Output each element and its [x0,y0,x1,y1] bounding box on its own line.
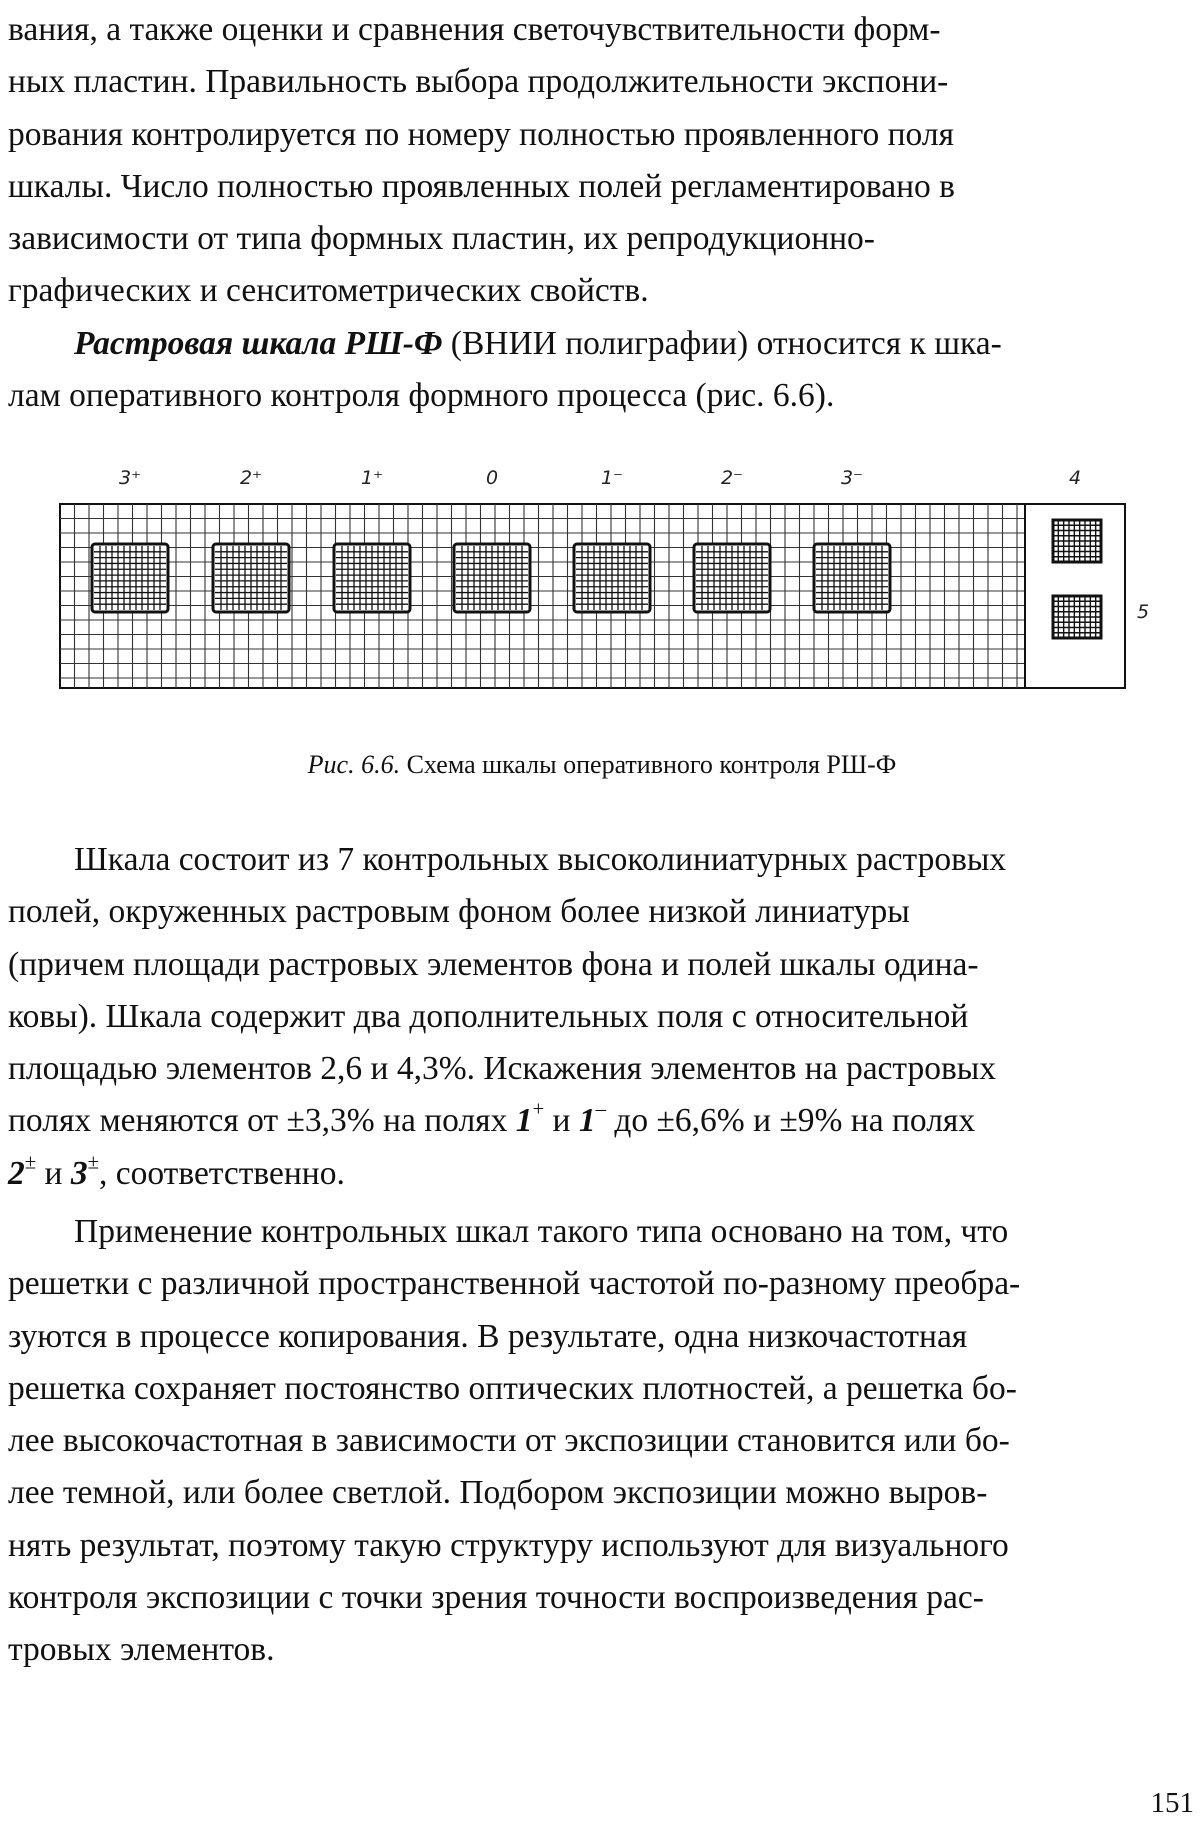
text-line: площадью элементов 2,6 и 4,3%. Искажения элементов на растровых [8,1050,997,1088]
paragraph-rsh [8,318,1198,423]
text-line: зависимости от типа формных пластин, их репродукционно- [8,220,875,258]
field-label: 3⁻ [840,467,864,489]
field-label: 1⁻ [600,467,624,489]
field-ref: 1 [515,1102,533,1140]
paragraph-scale [8,834,1198,1200]
text-line: тровых элементов. [8,1631,275,1669]
text-line: вания, а также оценки и сравнения светочувствительности форм- [8,11,941,48]
text-line [8,318,1198,370]
text-line: лам оперативного контроля формного процесса (рис. 6.6). [8,377,835,415]
field-sign: ± [24,1150,37,1174]
field-label: 1⁺ [360,467,384,489]
text-line: решетка сохраняет постоянство оптических плотностей, а решетка бо- [8,1369,1017,1407]
field-label: 4 [1068,467,1082,489]
page-number: 151 [1150,1787,1194,1819]
field-sign: – [595,1097,606,1121]
caption-prefix: Рис. 6.6. [307,750,401,779]
field-label: 2⁺ [239,467,263,489]
caption-text: Схема шкалы оперативного контроля РШ-Ф [400,750,897,779]
text-line: Применение контрольных шкал такого типа основано на том, что [74,1213,1009,1250]
term-rsh-f: Растровая шкала РШ-Ф [74,325,443,362]
field-ref: 3 [70,1154,88,1192]
field-label: 3⁺ [118,467,142,489]
text-line: ных пластин. Правильность выбора продолжительности экспони- [8,63,949,101]
text-line: Шкала состоит из 7 контрольных высоколиниатурных растровых [74,841,1007,878]
figure-scale-diagram [55,456,1150,706]
text-fragment: и [36,1154,71,1192]
text-fragment: (ВНИИ полиграфии) относится к шка- [442,325,1002,362]
text-fragment: , соответственно. [99,1154,345,1192]
paragraph-apply [8,1206,1198,1677]
field-label: 0 [485,467,499,489]
text-line: лее высокочастотная в зависимости от экспозиции становится или бо- [8,1422,1010,1460]
field-label: 2⁻ [720,467,744,489]
text-line: ковы). Шкала содержит два дополнительных поля с относительной [8,997,969,1035]
text-fragment: полях меняются от ±3,3% на полях [8,1102,516,1140]
field-ref: 2 [8,1154,25,1192]
text-line: (причем площади растровых элементов фона и полей шкалы одина- [8,945,979,983]
paragraph-top [8,4,1198,318]
text-fragment: и [544,1102,579,1140]
text-fragment: до ±6,6% и ±9% на полях [606,1102,976,1140]
field-ref: 1 [578,1102,596,1140]
text-line: полей, окруженных растровым фоном более низкой линиатуры [8,893,910,931]
text-line: рования контролируется по номеру полностью проявленного поля [8,115,954,153]
field-sign: ± [87,1150,99,1174]
figure-caption [0,748,1204,782]
text-line: графических и сенситометрических свойств. [8,272,649,310]
text-line: нять результат, поэтому такую структуру используют для визуального [8,1526,1009,1564]
text-line [8,1148,1198,1200]
text-line: лее темной, или более светлой. Подбором экспозиции можно выров- [8,1474,988,1512]
side-label: 5 [1137,601,1150,623]
field-sign: + [532,1097,545,1121]
text-line: зуются в процессе копирования. В результате, одна низкочастотная [8,1317,968,1355]
text-line: контроля экспозиции с точки зрения точности воспроизведения рас- [8,1579,984,1617]
text-line [8,1095,1198,1147]
text-line: решетки с различной пространственной частотой по-разному преобра- [8,1265,1021,1303]
text-line: шкалы. Число полностью проявленных полей регламентировано в [8,167,955,205]
scale-diagram-svg [55,456,1150,706]
